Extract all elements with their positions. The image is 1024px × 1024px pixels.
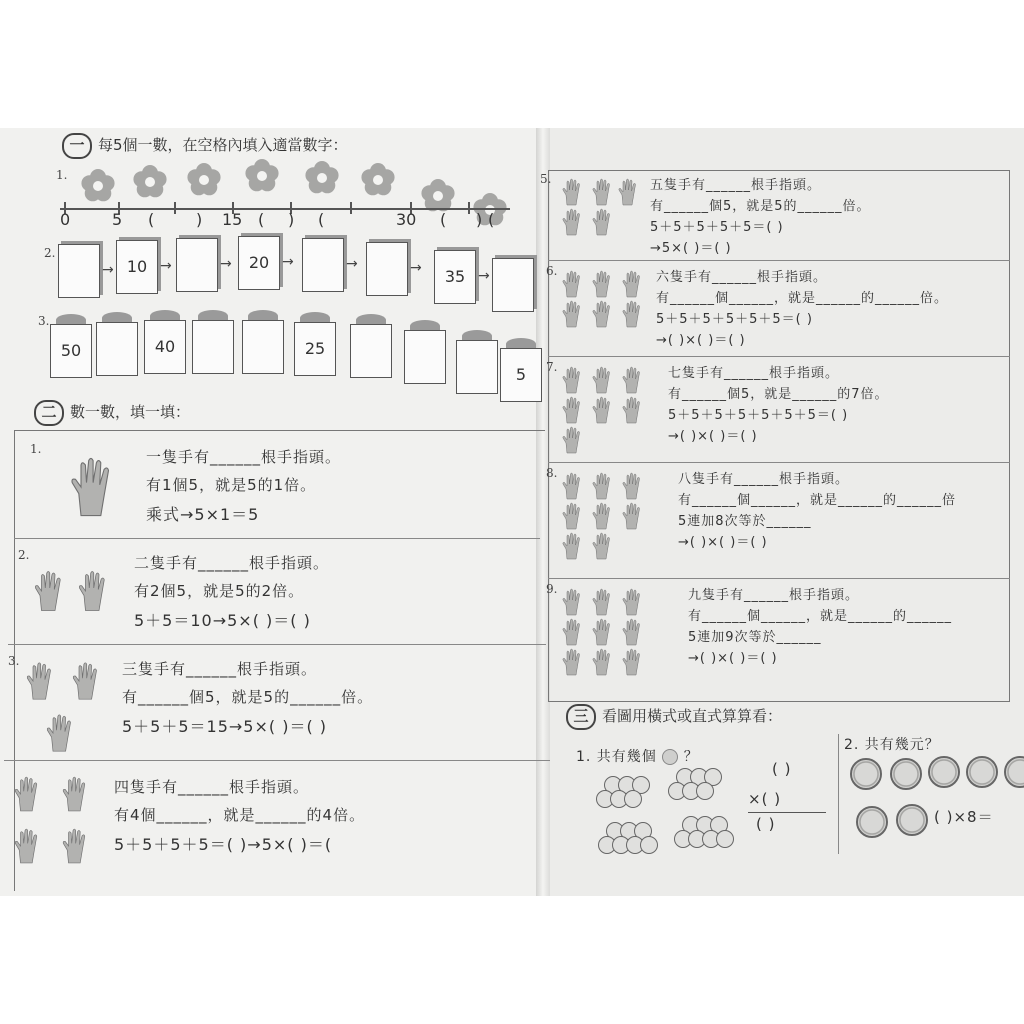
right-row-line: 5＋5＋5＋5＋5＝( ) — [650, 220, 784, 235]
right-row-line: 七隻手有______根手指頭。 — [668, 366, 840, 381]
row-divider — [548, 462, 1010, 463]
hand-icon — [616, 178, 640, 206]
left-row-line: 二隻手有______根手指頭。 — [134, 554, 330, 572]
left-row-line: 5＋5＋5＝15→5×( )＝( ) — [122, 717, 328, 736]
hand-icon — [620, 300, 644, 328]
hand-icon — [590, 618, 614, 646]
book-box — [302, 238, 344, 292]
right-row-number: 9. — [546, 582, 558, 596]
vertical-line-1: ( ) — [772, 760, 792, 778]
book-box: 10 — [116, 240, 158, 294]
sub-question-2: 2. 共有幾元？ — [844, 737, 940, 753]
hand-icon — [560, 208, 584, 236]
left-row-line: 5＋5＝10→5×( )＝( ) — [134, 611, 311, 630]
right-row-number: 6. — [546, 264, 558, 278]
row-divider — [4, 760, 550, 761]
section-1-badge: 一 — [62, 133, 92, 159]
hand-icon — [560, 472, 584, 500]
arrow-icon: → — [220, 256, 232, 272]
hand-icon — [590, 648, 614, 676]
q3-label: 3. — [38, 314, 50, 328]
right-row-line: →( )×( )＝( ) — [688, 651, 778, 666]
flower-icon — [186, 162, 222, 198]
section-2-text: 數一數，填一填： — [70, 403, 191, 421]
hand-icon — [590, 396, 614, 424]
book-box: 20 — [238, 236, 280, 290]
number-line-label: ( — [258, 210, 265, 229]
right-row-line: 有______個______，就是______的______倍。 — [656, 291, 949, 306]
vertical-line-2: ×( ) — [748, 790, 782, 808]
row-divider — [548, 356, 1010, 357]
sub-divider — [838, 734, 839, 854]
right-row-line: 有______個5，就是5的______倍。 — [650, 199, 871, 214]
flower-icon — [304, 160, 340, 196]
flower-icon — [244, 158, 280, 194]
number-line-label: 15 — [222, 210, 243, 229]
number-line-label: ) — [476, 210, 483, 229]
left-row-line: 四隻手有______根手指頭。 — [114, 778, 310, 796]
hand-icon — [620, 270, 644, 298]
circle-icon — [640, 836, 658, 854]
right-row-line: 六隻手有______根手指頭。 — [656, 270, 828, 285]
right-row-line: →( )×( )＝( ) — [656, 333, 746, 348]
hand-icon — [620, 502, 644, 530]
number-line-label: ) — [288, 210, 295, 229]
right-row-line: 有______個______，就是______的______倍 — [678, 493, 957, 508]
hand-icon — [620, 472, 644, 500]
left-row-number: 1. — [30, 442, 42, 456]
left-row-line: 5＋5＋5＋5＝( )→5×( )＝( — [114, 835, 333, 854]
hand-icon — [560, 396, 584, 424]
hand-icon — [560, 532, 584, 560]
arrow-icon: → — [478, 268, 490, 284]
circle-icon — [662, 749, 678, 765]
hand-icon — [620, 366, 644, 394]
right-row-line: 有______個______，就是______的______ — [688, 609, 953, 624]
right-row-line: 九隻手有______根手指頭。 — [688, 588, 860, 603]
number-line-label: 5 — [112, 210, 123, 229]
book-box — [176, 238, 218, 292]
flower-icon — [80, 168, 116, 204]
pot-box: 25 — [294, 322, 336, 376]
number-line-tick — [350, 202, 352, 214]
left-row-number: 3. — [8, 654, 20, 668]
row-divider — [8, 644, 546, 645]
right-row-line: 八隻手有______根手指頭。 — [678, 472, 850, 487]
right-row-number: 7. — [546, 360, 558, 374]
hand-icon — [560, 300, 584, 328]
vertical-line-3: ( ) — [756, 815, 776, 833]
pot-box — [456, 340, 498, 394]
number-line-label: ) — [196, 210, 203, 229]
hand-icon — [590, 366, 614, 394]
hand-icon — [620, 588, 644, 616]
arrow-icon: → — [346, 256, 358, 272]
section-3-title — [566, 704, 782, 730]
coin-icon — [928, 756, 960, 788]
left-row-line: 三隻手有______根手指頭。 — [122, 660, 318, 678]
hand-icon — [62, 774, 88, 814]
number-line-label: 0 — [60, 210, 71, 229]
left-row-line: 乘式→5×1＝5 — [146, 505, 260, 524]
hand-icon — [620, 396, 644, 424]
left-row-line: 一隻手有______根手指頭。 — [146, 448, 342, 466]
section-1-title — [62, 133, 348, 159]
arrow-icon: → — [160, 258, 172, 274]
left-row-number: 2. — [18, 548, 30, 562]
right-row-line: 5連加8次等於______ — [678, 514, 812, 529]
vertical-rule — [748, 812, 826, 813]
coin-icon — [896, 804, 928, 836]
right-row-line: →( )×( )＝( ) — [678, 535, 768, 550]
book-box — [492, 258, 534, 312]
right-row-line: 5連加9次等於______ — [688, 630, 822, 645]
number-line-label: ( — [440, 210, 447, 229]
hand-icon — [72, 660, 100, 702]
hand-icon — [590, 502, 614, 530]
coin-icon — [856, 806, 888, 838]
pot-box — [242, 320, 284, 374]
left-row-line: 有4個______，就是______的4倍。 — [114, 806, 366, 824]
sub-question-1-mark: ？ — [683, 749, 699, 765]
hand-icon — [590, 208, 614, 236]
hand-icon — [560, 588, 584, 616]
right-row-line: 5＋5＋5＋5＋5＋5＝( ) — [656, 312, 813, 327]
right-row-line: 五隻手有______根手指頭。 — [650, 178, 822, 193]
hand-icon — [560, 178, 584, 206]
hand-icon — [590, 532, 614, 560]
hand-icon — [560, 618, 584, 646]
coin-icon — [890, 758, 922, 790]
q2-label: 2. — [44, 246, 56, 260]
pot-box — [192, 320, 234, 374]
hand-icon — [560, 270, 584, 298]
right-row-number: 5. — [540, 172, 552, 186]
section-3-text: 看圖用橫式或直式算算看： — [602, 707, 783, 725]
left-row-line: 有2個5，就是5的2倍。 — [134, 582, 305, 600]
right-row-line: →5×( )＝( ) — [650, 241, 732, 256]
book-box — [58, 244, 100, 298]
hand-icon — [620, 618, 644, 646]
hand-icon — [590, 472, 614, 500]
sub-question-1-text: 1. 共有幾個 — [576, 749, 657, 765]
flower-icon — [132, 164, 168, 200]
number-line-label: ( — [488, 210, 495, 229]
left-row-line: 有1個5，就是5的1倍。 — [146, 476, 317, 494]
hand-icon — [590, 588, 614, 616]
hand-icon — [78, 566, 108, 616]
circle-icon — [696, 782, 714, 800]
hand-icon — [560, 426, 584, 454]
hand-icon — [560, 648, 584, 676]
pot-box — [404, 330, 446, 384]
hand-icon — [70, 454, 114, 520]
circle-icon — [624, 790, 642, 808]
sub-question-1 — [576, 746, 699, 766]
left-row-line: 有______個5，就是5的______倍。 — [122, 688, 374, 706]
right-row-line: →( )×( )＝( ) — [668, 429, 758, 444]
hand-icon — [34, 566, 64, 616]
right-row-number: 8. — [546, 466, 558, 480]
section-1-text: 每5個一數，在空格內填入適當數字： — [98, 136, 348, 154]
number-line-tick — [174, 202, 176, 214]
right-row-line: 有______個5，就是______的7倍。 — [668, 387, 889, 402]
hand-icon — [26, 660, 54, 702]
arrow-icon: → — [410, 260, 422, 276]
hand-icon — [620, 648, 644, 676]
number-line-tick — [468, 202, 470, 214]
hand-icon — [590, 178, 614, 206]
book-box — [366, 242, 408, 296]
right-row-line: 5＋5＋5＋5＋5＋5＋5＝( ) — [668, 408, 849, 423]
row-divider — [14, 538, 540, 539]
hand-icon — [560, 502, 584, 530]
flower-icon — [360, 162, 396, 198]
number-line-label: 30 — [396, 210, 417, 229]
row-divider — [548, 260, 1010, 261]
hand-icon — [590, 300, 614, 328]
hand-icon — [46, 712, 74, 754]
section-2-title — [34, 400, 190, 426]
number-line-label: ( — [318, 210, 325, 229]
sub-question-2-expr: ( )×8＝ — [934, 808, 994, 826]
hand-icon — [14, 774, 40, 814]
pot-box: 5 — [500, 348, 542, 402]
coin-icon — [850, 758, 882, 790]
book-box: 35 — [434, 250, 476, 304]
pot-box: 50 — [50, 324, 92, 378]
hand-icon — [590, 270, 614, 298]
hand-icon — [14, 826, 40, 866]
hand-icon — [560, 366, 584, 394]
circle-icon — [716, 830, 734, 848]
section-3-badge: 三 — [566, 704, 596, 730]
pot-box: 40 — [144, 320, 186, 374]
coin-icon — [966, 756, 998, 788]
number-line-label: ( — [148, 210, 155, 229]
pot-box — [96, 322, 138, 376]
q1-label: 1. — [56, 168, 68, 182]
pot-box — [350, 324, 392, 378]
hand-icon — [62, 826, 88, 866]
section-2-badge: 二 — [34, 400, 64, 426]
arrow-icon: → — [102, 262, 114, 278]
row-divider — [548, 578, 1010, 579]
arrow-icon: → — [282, 254, 294, 270]
